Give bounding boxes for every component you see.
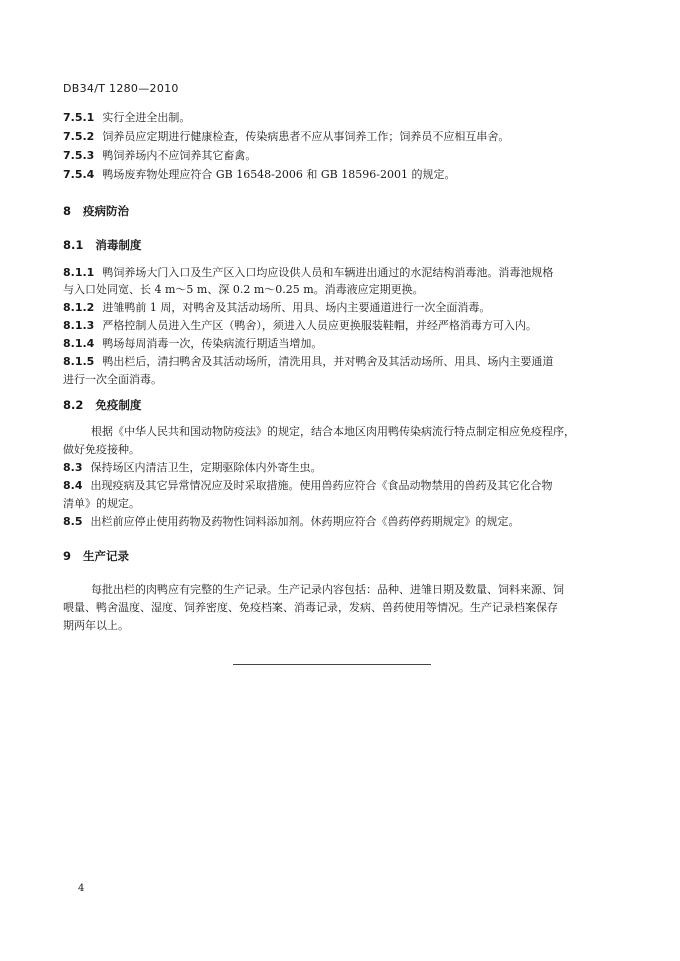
- section-8-2-paragraph-continued: 做好免疫接种。: [63, 443, 140, 456]
- chapter-number: 9: [63, 549, 72, 563]
- chapter-title: 疫病防治: [83, 204, 130, 218]
- clause-number: 8.5: [63, 515, 83, 528]
- clause-8-1-1-continued: 与入口处同宽、长 4 m～5 m、深 0.2 m～0.25 m。消毒液应定期更换。: [63, 283, 424, 296]
- standard-code-header: DB34/T 1280—2010: [63, 82, 179, 95]
- clause-8-1-4: [63, 337, 322, 351]
- section-8-1-heading: [63, 238, 141, 252]
- section-8-2-heading: [63, 398, 141, 412]
- clause-text: 进雏鸭前 1 周，对鸭舍及其活动场所、用具、场内主要通道进行一次全面消毒。: [102, 301, 491, 314]
- chapter-9-heading: [63, 549, 129, 563]
- clause-number: 8.4: [63, 479, 83, 492]
- clause-number: 8.1.3: [63, 319, 95, 332]
- clause-8-3: [63, 461, 322, 475]
- clause-7-5-4: [63, 168, 455, 182]
- clause-text: 鸭场每周消毒一次，传染病流行期适当增加。: [102, 337, 323, 350]
- clause-number: 8.1.1: [63, 266, 95, 279]
- clause-number: 7.5.2: [63, 130, 95, 143]
- clause-text: 鸭出栏后，清扫鸭舍及其活动场所，清洗用具，并对鸭舍及其活动场所、用具、场内主要通道: [102, 355, 554, 368]
- clause-8-1-5: [63, 355, 553, 369]
- chapter-number: 8: [63, 204, 72, 218]
- clause-7-5-3: [63, 149, 256, 163]
- section-number: 8.1: [63, 238, 84, 252]
- chapter-9-paragraph-line-2: 喂量、鸭舍温度、湿度、饲养密度、免疫档案、消毒记录，发病、兽药使用等情况。生产记录档案保存: [63, 601, 558, 614]
- clause-8-5: [63, 515, 520, 529]
- chapter-8-heading: [63, 204, 129, 218]
- end-of-document-rule: [233, 664, 431, 665]
- clause-number: 8.1.2: [63, 301, 95, 314]
- clause-text: 实行全进全出制。: [102, 111, 191, 124]
- page-number: 4: [78, 883, 85, 894]
- clause-number: 8.1.4: [63, 337, 95, 350]
- clause-8-4-continued: 清单》的规定。: [63, 497, 140, 510]
- section-8-2-paragraph: 根据《中华人民共和国动物防疫法》的规定，结合本地区肉用鸭传染病流行特点制定相应免疫程序，: [91, 425, 575, 438]
- section-title: 免疫制度: [95, 398, 142, 412]
- clause-text: 饲养员应定期进行健康检查，传染病患者不应从事饲养工作；饲养员不应相互串舍。: [102, 130, 510, 143]
- clause-text: 出栏前应停止使用药物及药物性饲料添加剂。休药期应符合《兽药停药期规定》的规定。: [90, 515, 520, 528]
- section-number: 8.2: [63, 398, 84, 412]
- chapter-9-paragraph-line-1: 每批出栏的肉鸭应有完整的生产记录。生产记录内容包括：品种、进雏日期及数量、饲料来源、饲: [91, 583, 564, 596]
- clause-8-4: [63, 479, 553, 493]
- clause-number: 8.1.5: [63, 355, 95, 368]
- clause-8-1-3: [63, 319, 537, 333]
- clause-7-5-1: [63, 111, 190, 125]
- chapter-9-paragraph-line-3: 期两年以上。: [63, 619, 129, 632]
- clause-7-5-2: [63, 130, 509, 144]
- clause-number: 7.5.1: [63, 111, 95, 124]
- clause-text: 鸭场废弃物处理应符合 GB 16548-2006 和 GB 18596-2001 的规定。: [102, 168, 456, 181]
- clause-text: 鸭饲养场大门入口及生产区入口均应设供人员和车辆进出通过的水泥结构消毒池。消毒池规格: [102, 266, 554, 279]
- clause-number: 7.5.3: [63, 149, 95, 162]
- clause-number: 7.5.4: [63, 168, 95, 181]
- clause-text: 保持场区内清洁卫生，定期驱除体内外寄生虫。: [90, 461, 322, 474]
- chapter-title: 生产记录: [83, 549, 130, 563]
- clause-8-1-5-continued: 进行一次全面消毒。: [63, 373, 162, 386]
- clause-text: 严格控制人员进入生产区（鸭舍），须进入人员应更换服装鞋帽，并经严格消毒方可入内。: [102, 319, 537, 332]
- clause-text: 出现疫病及其它异常情况应及时采取措施。使用兽药应符合《食品动物禁用的兽药及其它化合物: [90, 479, 553, 492]
- clause-text: 鸭饲养场内不应饲养其它畜禽。: [102, 149, 257, 162]
- clause-number: 8.3: [63, 461, 83, 474]
- clause-8-1-2: [63, 301, 490, 315]
- section-title: 消毒制度: [95, 238, 142, 252]
- clause-8-1-1: [63, 266, 553, 280]
